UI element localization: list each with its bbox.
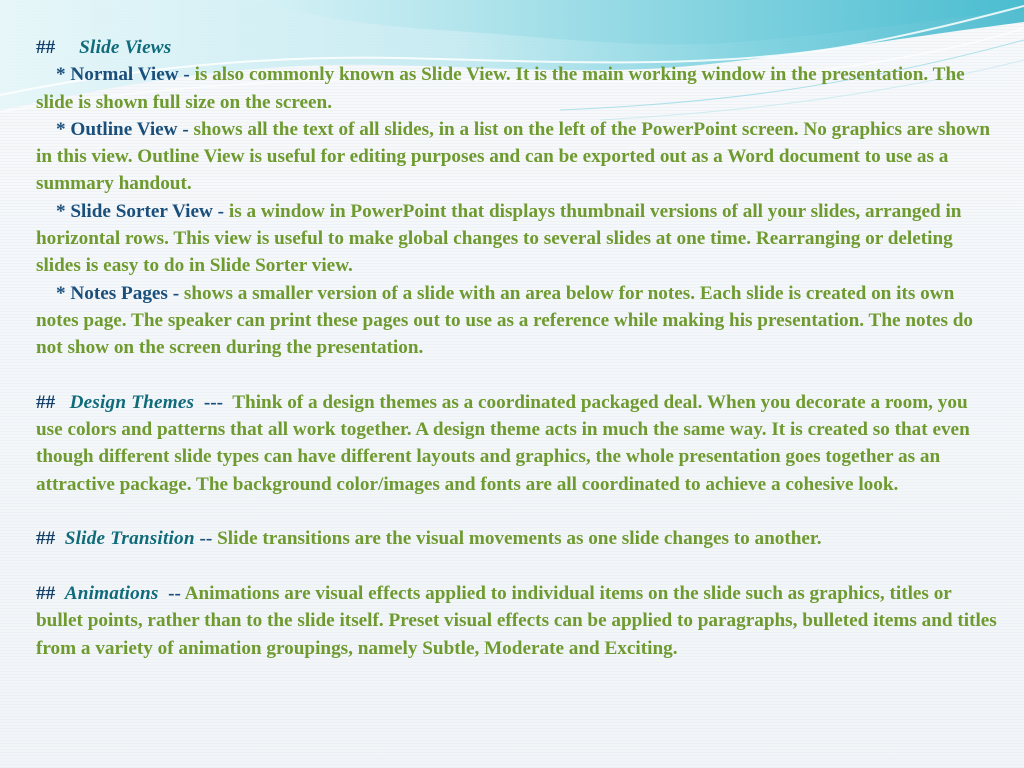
- item-separator: -: [183, 64, 190, 86]
- section-slide-transition: [36, 525, 998, 552]
- item-description: is also commonly known as Slide View. It is the main working window in the presentation. The slide is shown full size on the screen.: [36, 64, 965, 113]
- section-slide-views-heading: [36, 34, 998, 61]
- section-description: Think of a design themes as a coordinated packaged deal. When you decorate a room, you use colors and patterns that all work together. A design theme acts in much the same way. It is created so that even though different slide types can have different layouts and graphics, the whole presentation goes together as an attractive package. The background color/images and fonts are all coordinated to achieve a cohesive look.: [36, 391, 970, 495]
- item-description: shows a smaller version of a slide with an area below for notes. Each slide is created on its own notes page. The speaker can print these pages out to use as a reference while making his presentation. The notes do not show on the screen during the presentation.: [36, 282, 974, 359]
- item-term: * Slide Sorter View: [56, 200, 213, 222]
- section-title: Slide Transition: [64, 528, 195, 550]
- heading-hash: ##: [36, 37, 56, 58]
- item-separator: -: [172, 282, 180, 304]
- section-separator: --: [168, 582, 181, 604]
- item-term: * Normal View: [56, 64, 179, 86]
- item-description: shows all the text of all slides, in a list on the left of the PowerPoint screen. No graphics are shown in this view. Outline View is useful for editing purposes and can be exported out as a Word document to use as a summary handout.: [36, 118, 991, 195]
- heading-hash: ##: [36, 391, 56, 413]
- slide-view-item: [36, 61, 998, 116]
- section-description: Animations are visual effects applied to individual items on the slide such as graphics, titles or bullet points, rather than to the slide itself. Preset visual effects can be applied to paragraphs, bulleted items and titles from a variety of animation groupings, namely Subtle, Moderate and Exciting.: [36, 582, 997, 659]
- slide-view-item: [36, 116, 998, 198]
- item-term: * Outline View: [56, 118, 178, 140]
- section-separator: --: [199, 528, 213, 550]
- slide-view-item: [36, 198, 998, 280]
- slide-view-item: [36, 280, 998, 362]
- heading-hash: ##: [36, 582, 56, 604]
- section-title: Design Themes: [69, 391, 195, 413]
- item-separator: -: [217, 200, 225, 222]
- section-title: Animations: [64, 582, 159, 604]
- section-animations: [36, 580, 998, 662]
- item-description: is a window in PowerPoint that displays thumbnail versions of all your slides, arranged in horizontal rows. This view is useful to make global changes to several slides at one time. Rearranging or deleting slides is easy to do in Slide Sorter view.: [36, 200, 962, 277]
- slide-body: [36, 34, 998, 662]
- section-design-themes: [36, 389, 998, 498]
- section-separator: ---: [203, 391, 223, 413]
- heading-hash: ##: [36, 528, 56, 550]
- item-separator: -: [182, 118, 189, 140]
- section-description: Slide transitions are the visual movements as one slide changes to another.: [217, 528, 822, 550]
- section-title: Slide Views: [79, 37, 172, 58]
- item-term: * Notes Pages: [56, 282, 168, 304]
